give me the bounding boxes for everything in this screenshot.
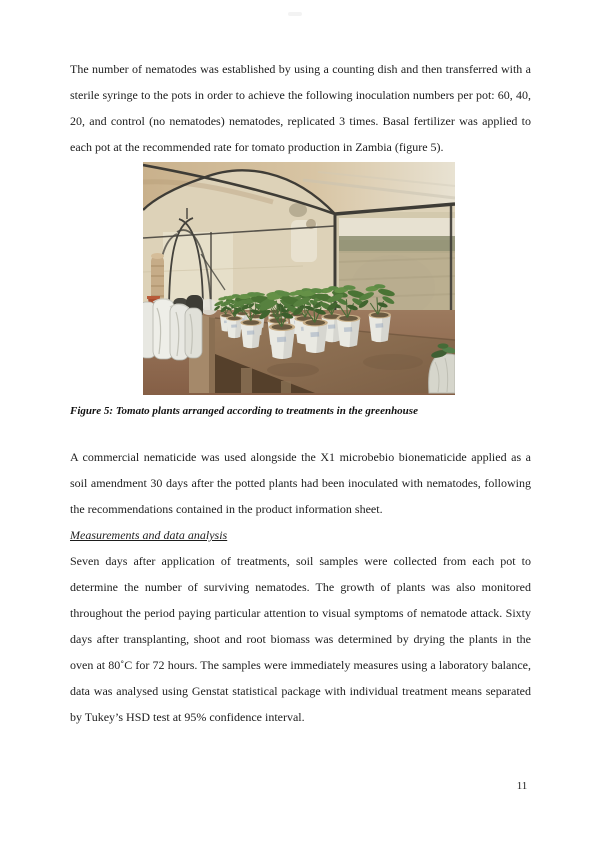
page-number: 11: [516, 780, 528, 792]
figure-caption: Figure 5: Tomato plants arranged according to treatments in the greenhouse: [70, 405, 418, 417]
white-sacks: [143, 299, 202, 360]
figure-photo: [143, 162, 455, 395]
section-heading-measurements: Measurements and data analysis: [70, 528, 228, 542]
paragraph-inoculation: The number of nematodes was established by using a counting dish and then transferred with a sterile syringe to the pots in order to achieve the following inoculation numbers per pot: 60, 40, 20, and control (no nematodes) nematodes, replicated 3 times. Basal fertilizer was applied to each pot at the recommended rate for tomato production in Zambia (figure 5).: [70, 62, 531, 154]
paragraph-measurements: Seven days after application of treatments, soil samples were collected from each pot to determine the number of surviving nematodes. The growth of plants was also monitored throughout the period paying particular attention to visual symptoms of nematode attack. Sixty days after transplanting, shoot and root biomass was determined by drying the plants in the oven at 80˚C for 72 hours. The samples were immediately measures using a laboratory balance, data was analysed using Genstat statistical package with individual treatment means separated by Tukey’s HSD test at 95% confidence interval.: [70, 554, 531, 724]
paragraph-nematicide: A commercial nematicide was used alongside the X1 microbebio bionematicide applied as a soil amendment 30 days after the potted plants had been inoculated with nematodes, following the recommendations contained in the product information sheet.: [70, 450, 531, 516]
greenhouse-photo-svg: [143, 162, 455, 395]
page-content: [70, 0, 531, 730]
